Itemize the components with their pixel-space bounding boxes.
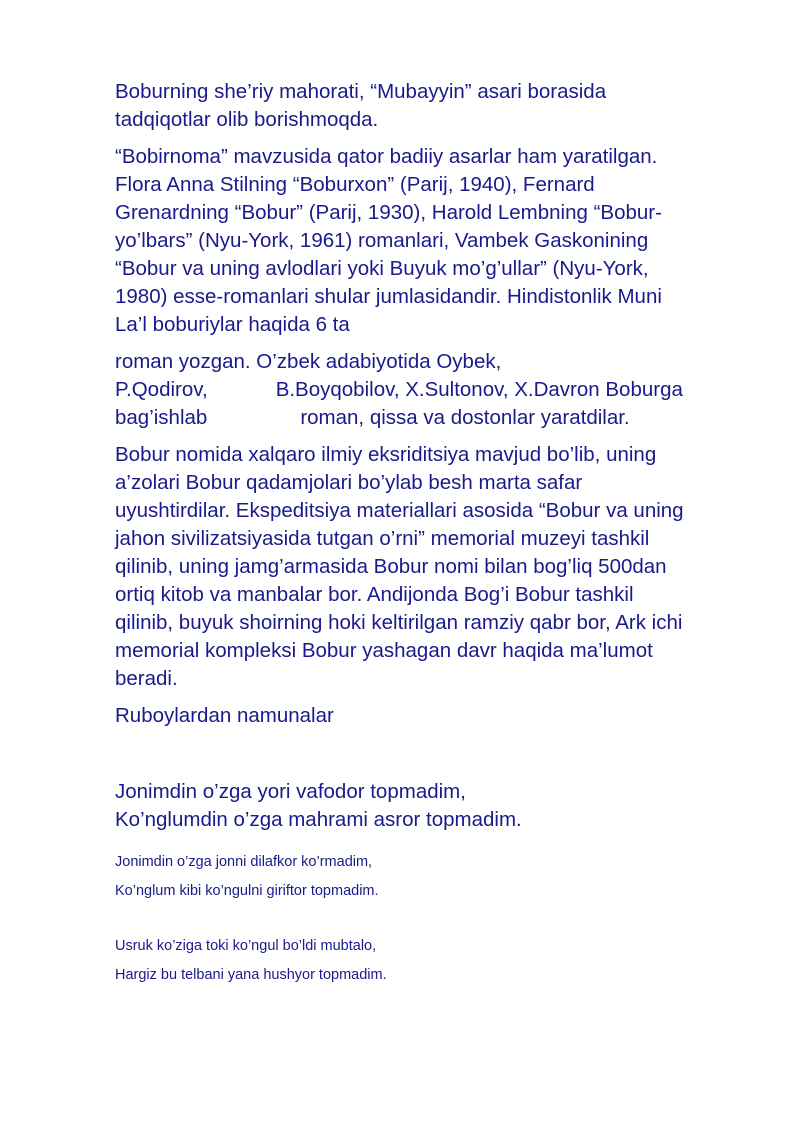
poem-line: Usruk ko’ziga toki ko’ngul bo’ldi mubtalo, bbox=[115, 938, 377, 954]
text-line: La’l boburiylar haqida 6 ta bbox=[115, 313, 350, 336]
poem-line: Jonimdin o’zga jonni dilafkor ko’rmadim, bbox=[115, 854, 373, 870]
text-fragment: P.Qodirov, bbox=[115, 378, 208, 401]
paragraph-2 bbox=[115, 143, 745, 339]
text-line bbox=[115, 376, 745, 404]
text-line: jahon sivilizatsiyasida tutgan o’rni” memorial muzeyi tashkil bbox=[115, 527, 650, 550]
text-line: yo’lbars” (Nyu-York, 1961) romanlari, Vambek Gaskonining bbox=[115, 229, 649, 252]
text-line: 1980) esse-romanlari shular jumlasidandir. Hindistonlik Muni bbox=[115, 285, 662, 308]
text-line: beradi. bbox=[115, 667, 178, 690]
poem-small-stanza-2 bbox=[115, 932, 745, 990]
stanza-spacer bbox=[115, 906, 745, 932]
text-line: ortiq kitob va manbalar bor. Andijonda Bog’i Bobur tashkil bbox=[115, 583, 634, 606]
text-line: roman yozgan. O’zbek adabiyotida Oybek, bbox=[115, 350, 502, 373]
text-line: Boburning she’riy mahorati, “Mubayyin” asari borasida bbox=[115, 80, 607, 103]
text-line: qilinib, uning jamg’armasida Bobur nomi bilan bog’liq 500dan bbox=[115, 555, 667, 578]
poem-line: Hargiz bu telbani yana hushyor topmadim. bbox=[115, 967, 387, 983]
text-line: uyushtirdilar. Ekspeditsiya materiallari asosida “Bobur va uning bbox=[115, 499, 684, 522]
text-fragment: bag’ishlab bbox=[115, 406, 208, 429]
text-line: “Bobirnoma” mavzusida qator badiiy asarlar ham yaratilgan. bbox=[115, 145, 658, 168]
paragraph-1 bbox=[115, 78, 745, 134]
paragraph-3 bbox=[115, 348, 745, 432]
paragraph-4 bbox=[115, 441, 745, 693]
text-line: tadqiqotlar olib borishmoqda. bbox=[115, 108, 379, 131]
text-fragment: B.Boyqobilov, X.Sultonov, X.Davron Boburga bbox=[275, 378, 683, 401]
text-line bbox=[115, 404, 745, 432]
poem-line: Ko’nglumdin o’zga mahrami asror topmadim. bbox=[115, 808, 522, 831]
poem-small-stanza-1 bbox=[115, 848, 745, 906]
poem-large-stanza bbox=[115, 778, 745, 834]
text-line: “Bobur va uning avlodlari yoki Buyuk mo’g’ullar” (Nyu-York, bbox=[115, 257, 649, 280]
poem-line: Jonimdin o’zga yori vafodor topmadim, bbox=[115, 780, 466, 803]
text-line: qilinib, buyuk shoirning hoki keltirilgan ramziy qabr bor, Ark ichi bbox=[115, 611, 683, 634]
section-heading: Ruboylardan namunalar bbox=[115, 704, 334, 727]
document-page bbox=[115, 78, 745, 990]
text-line: Bobur nomida xalqaro ilmiy eksriditsiya mavjud bo’lib, uning bbox=[115, 443, 657, 466]
text-line: Flora Anna Stilning “Boburxon” (Parij, 1940), Fernard bbox=[115, 173, 595, 196]
text-fragment: roman, qissa va dostonlar yaratdilar. bbox=[300, 406, 630, 429]
text-line: memorial kompleksi Bobur yashagan davr haqida ma’lumot bbox=[115, 639, 653, 662]
text-line: a’zolari Bobur qadamjolari bo’ylab besh marta safar bbox=[115, 471, 583, 494]
poem-line: Ko’nglum kibi ko’ngulni giriftor topmadim. bbox=[115, 883, 379, 899]
text-line: Grenardning “Bobur” (Parij, 1930), Harold Lembning “Bobur- bbox=[115, 201, 662, 224]
